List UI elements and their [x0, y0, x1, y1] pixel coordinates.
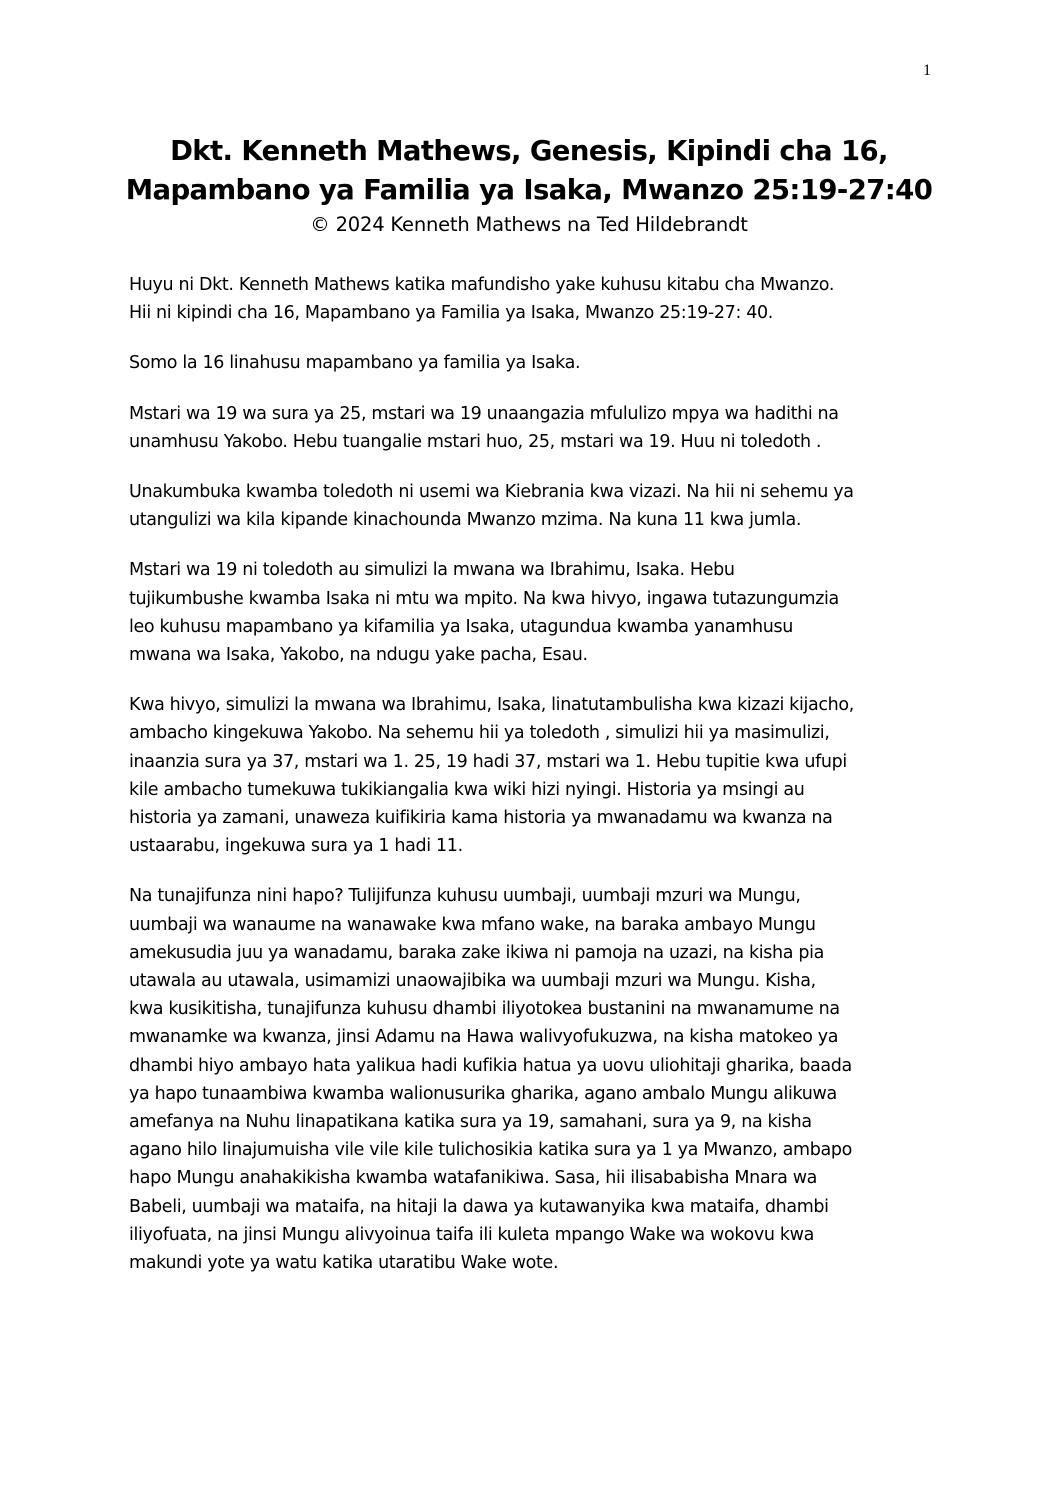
text-line: Unakumbuka kwamba toledoth ni usemi wa Kiebrania kwa vizazi. Na hii ni sehemu ya [129, 482, 854, 503]
text-line: Na tunajifunza nini hapo? Tulijifunza kuhusu uumbaji, uumbaji mzuri wa Mungu, [129, 886, 801, 907]
text-line: Kwa hivyo, simulizi la mwana wa Ibrahimu, Isaka, linatutambulisha kwa kizazi kijacho, [129, 695, 854, 716]
document-body [129, 271, 934, 1299]
text-line: amefanya na Nuhu linapatikana katika sura ya 19, samahani, sura ya 9, na kisha [129, 1112, 812, 1133]
text-line: historia ya zamani, unaweza kuifikiria kama historia ya mwanadamu wa kwanza na [129, 808, 833, 829]
text-line: Huyu ni Dkt. Kenneth Mathews katika mafundisho yake kuhusu kitabu cha Mwanzo. [129, 275, 835, 295]
text-line: agano hilo linajumuisha vile vile kile tulichosikia katika sura ya 1 ya Mwanzo, ambapo [129, 1140, 852, 1161]
text-line: utawala au utawala, usimamizi unaowajibika wa uumbaji mzuri wa Mungu. Kisha, [129, 971, 816, 992]
text-line: Mstari wa 19 ni toledoth au simulizi la mwana wa Ibrahimu, Isaka. Hebu [129, 560, 735, 581]
text-line: tujikumbushe kwamba Isaka ni mtu wa mpito. Na kwa hivyo, ingawa tutazungumzia [129, 588, 839, 609]
text-line: amekusudia juu ya wanadamu, baraka zake ikiwa ni pamoja na uzazi, na kisha pia [129, 942, 825, 963]
text-line: uumbaji wa wanaume na wanawake kwa mfano wake, na baraka ambayo Mungu [129, 914, 816, 935]
text-line: ustaarabu, ingekuwa sura ya 1 hadi 11. [129, 836, 463, 857]
text-line: kwa kusikitisha, tunajifunza kuhusu dhambi iliyotokea bustanini na mwanamume na [129, 999, 840, 1020]
text-line: Babeli, uumbaji wa mataifa, na hitaji la dawa ya kutawanyika kwa mataifa, dhambi [129, 1196, 829, 1217]
text-line: Hii ni kipindi cha 16, Mapambano ya Familia ya Isaka, Mwanzo 25:19-27: 40. [129, 303, 773, 324]
text-line: makundi yote ya watu katika utaratibu Wake wote. [129, 1253, 559, 1274]
text-line: Somo la 16 linahusu mapambano ya familia ya Isaka. [129, 353, 581, 374]
page-number: 1 [923, 62, 931, 79]
copyright-notice: © 2024 Kenneth Mathews na Ted Hildebrandt [310, 213, 748, 236]
text-line: utangulizi wa kila kipande kinachounda Mwanzo mzima. Na kuna 11 kwa jumla. [129, 510, 802, 531]
text-line: dhambi hiyo ambayo hata yalikua hadi kufikia hatua ya uovu uliohitaji gharika, baada [129, 1055, 852, 1076]
text-line: mwana wa Isaka, Yakobo, na ndugu yake pacha, Esau. [129, 645, 588, 666]
text-line: Mstari wa 19 wa sura ya 25, mstari wa 19 unaangazia mfululizo mpya wa hadithi na [129, 403, 839, 424]
paragraph [129, 691, 934, 860]
text-line: ambacho kingekuwa Yakobo. Na sehemu hii ya toledoth , simulizi hii ya masimulizi, [129, 723, 830, 744]
title-line: Mapambano ya Familia ya Isaka, Mwanzo 25:19-27:40 [125, 174, 933, 206]
document-title [0, 132, 1058, 210]
document-header [0, 132, 1058, 240]
text-line: ya hapo tunaambiwa kwamba walionusurika gharika, agano ambalo Mungu alikuwa [129, 1083, 837, 1104]
text-line: unamhusu Yakobo. Hebu tuangalie mstari huo, 25, mstari wa 19. Huu ni toledoth . [129, 431, 822, 452]
text-line: inaanzia sura ya 37, mstari wa 1. 25, 19 hadi 37, mstari wa 1. Hebu tupitie kwa ufupi [129, 751, 847, 772]
paragraph [129, 271, 934, 327]
title-line: Dkt. Kenneth Mathews, Genesis, Kipindi cha 16, [170, 135, 888, 167]
text-line: kile ambacho tumekuwa tukikiangalia kwa wiki hizi nyingi. Historia ya msingi au [129, 779, 805, 800]
text-line: leo kuhusu mapambano ya kifamilia ya Isaka, utagundua kwamba yanamhusu [129, 616, 794, 637]
paragraph [129, 349, 934, 377]
paragraph [129, 400, 934, 456]
paragraph [129, 556, 934, 669]
paragraph [129, 478, 934, 534]
paragraph [129, 882, 934, 1277]
text-line: hapo Mungu anahakikisha kwamba watafanikiwa. Sasa, hii ilisababisha Mnara wa [129, 1168, 818, 1189]
text-line: iliyofuata, na jinsi Mungu alivyoinua taifa ili kuleta mpango Wake wa wokovu kwa [129, 1224, 814, 1245]
text-line: mwanamke wa kwanza, jinsi Adamu na Hawa walivyofukuzwa, na kisha matokeo ya [129, 1027, 839, 1048]
